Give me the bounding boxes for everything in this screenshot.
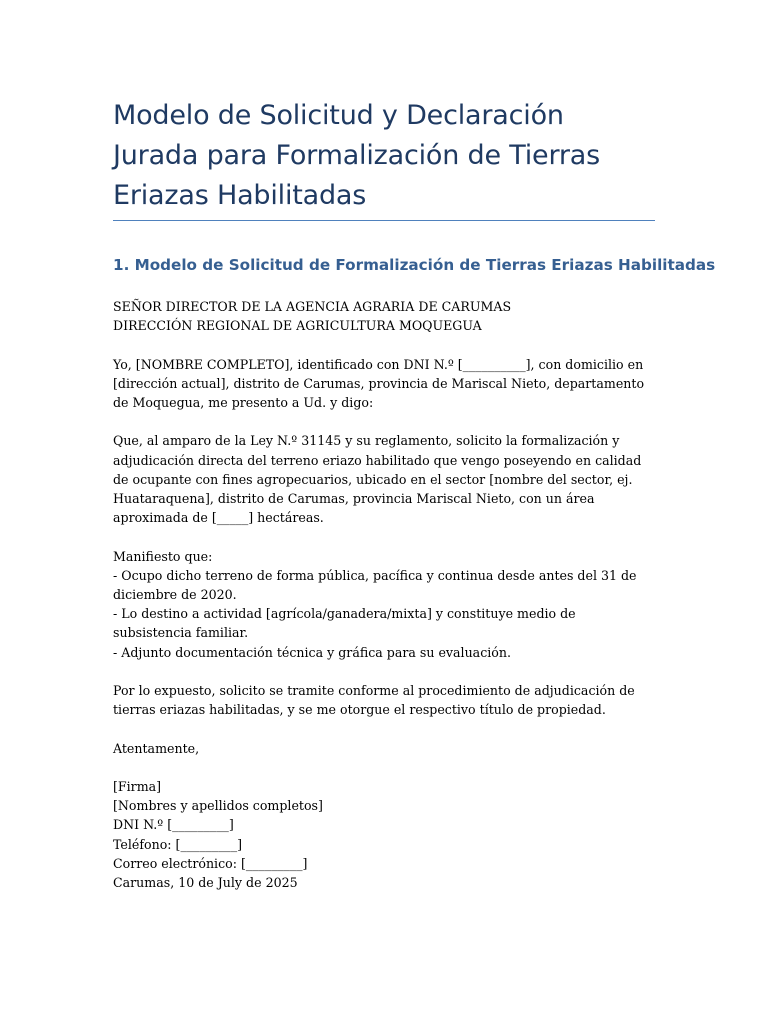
intro-paragraph: Yo, [NOMBRE COMPLETO], identificado con DNI N.º [__________], con domicilio en [dirección actual], distrito de Carumas, provincia de Mariscal Nieto, departamento de Moquegua, me presento a Ud. y digo: — [113, 356, 645, 410]
request-paragraph: Que, al amparo de la Ley N.º 31145 y su reglamento, solicito la formalización y adjudicación directa del terreno eriazo habilitado que vengo poseyendo en calidad de ocupante con fines agropecuarios, ubicado en el sector [nombre del sector, ej. Huataraquena], distrito de Carumas, provincia Mariscal Nieto, con un área aproximada de [_____] hectáreas. — [113, 433, 642, 526]
manifest-item: - Ocupo dicho terreno de forma pública, pacífica y continua desde antes del 31 de diciembre de 2020. — [113, 567, 637, 602]
addressee-line-1: SEÑOR DIRECTOR DE LA AGENCIA AGRARIA DE CARUMAS — [113, 299, 512, 314]
signature-placeholder: [Firma] — [113, 778, 162, 794]
manifest-item: - Adjunto documentación técnica y gráfica para su evaluación. — [113, 644, 511, 660]
email-placeholder: Correo electrónico: [_________] — [113, 855, 308, 871]
salutation: Atentamente, — [113, 740, 200, 756]
section-heading: 1. Modelo de Solicitud de Formalización de Tierras Eriazas Habilitadas — [113, 256, 716, 274]
manifest-heading: Manifiesto que: — [113, 548, 213, 564]
document-title: Modelo de Solicitud y Declaración Jurada para Formalización de Tierras Eriazas Habilitadas — [113, 100, 600, 211]
place-date: Carumas, 10 de July de 2025 — [113, 875, 298, 890]
full-name-placeholder: [Nombres y apellidos completos] — [113, 798, 323, 814]
addressee-block — [113, 297, 658, 335]
phone-placeholder: Teléfono: [_________] — [113, 836, 243, 852]
closing-paragraph: Por lo expuesto, solicito se tramite conforme al procedimiento de adjudicación de tierras eriazas habilitadas, y se me otorgue el respectivo título de propiedad. — [113, 683, 635, 718]
title-divider — [113, 220, 655, 221]
manifest-item: - Lo destino a actividad [agrícola/ganadera/mixta] y constituye medio de subsistencia familiar. — [113, 606, 576, 641]
signature-block — [113, 777, 658, 892]
addressee-line-2: DIRECCIÓN REGIONAL DE AGRICULTURA MOQUEGUA — [113, 318, 482, 334]
dni-placeholder: DNI N.º [_________] — [113, 817, 234, 833]
manifest-block — [113, 547, 658, 662]
letter-body — [113, 297, 658, 911]
